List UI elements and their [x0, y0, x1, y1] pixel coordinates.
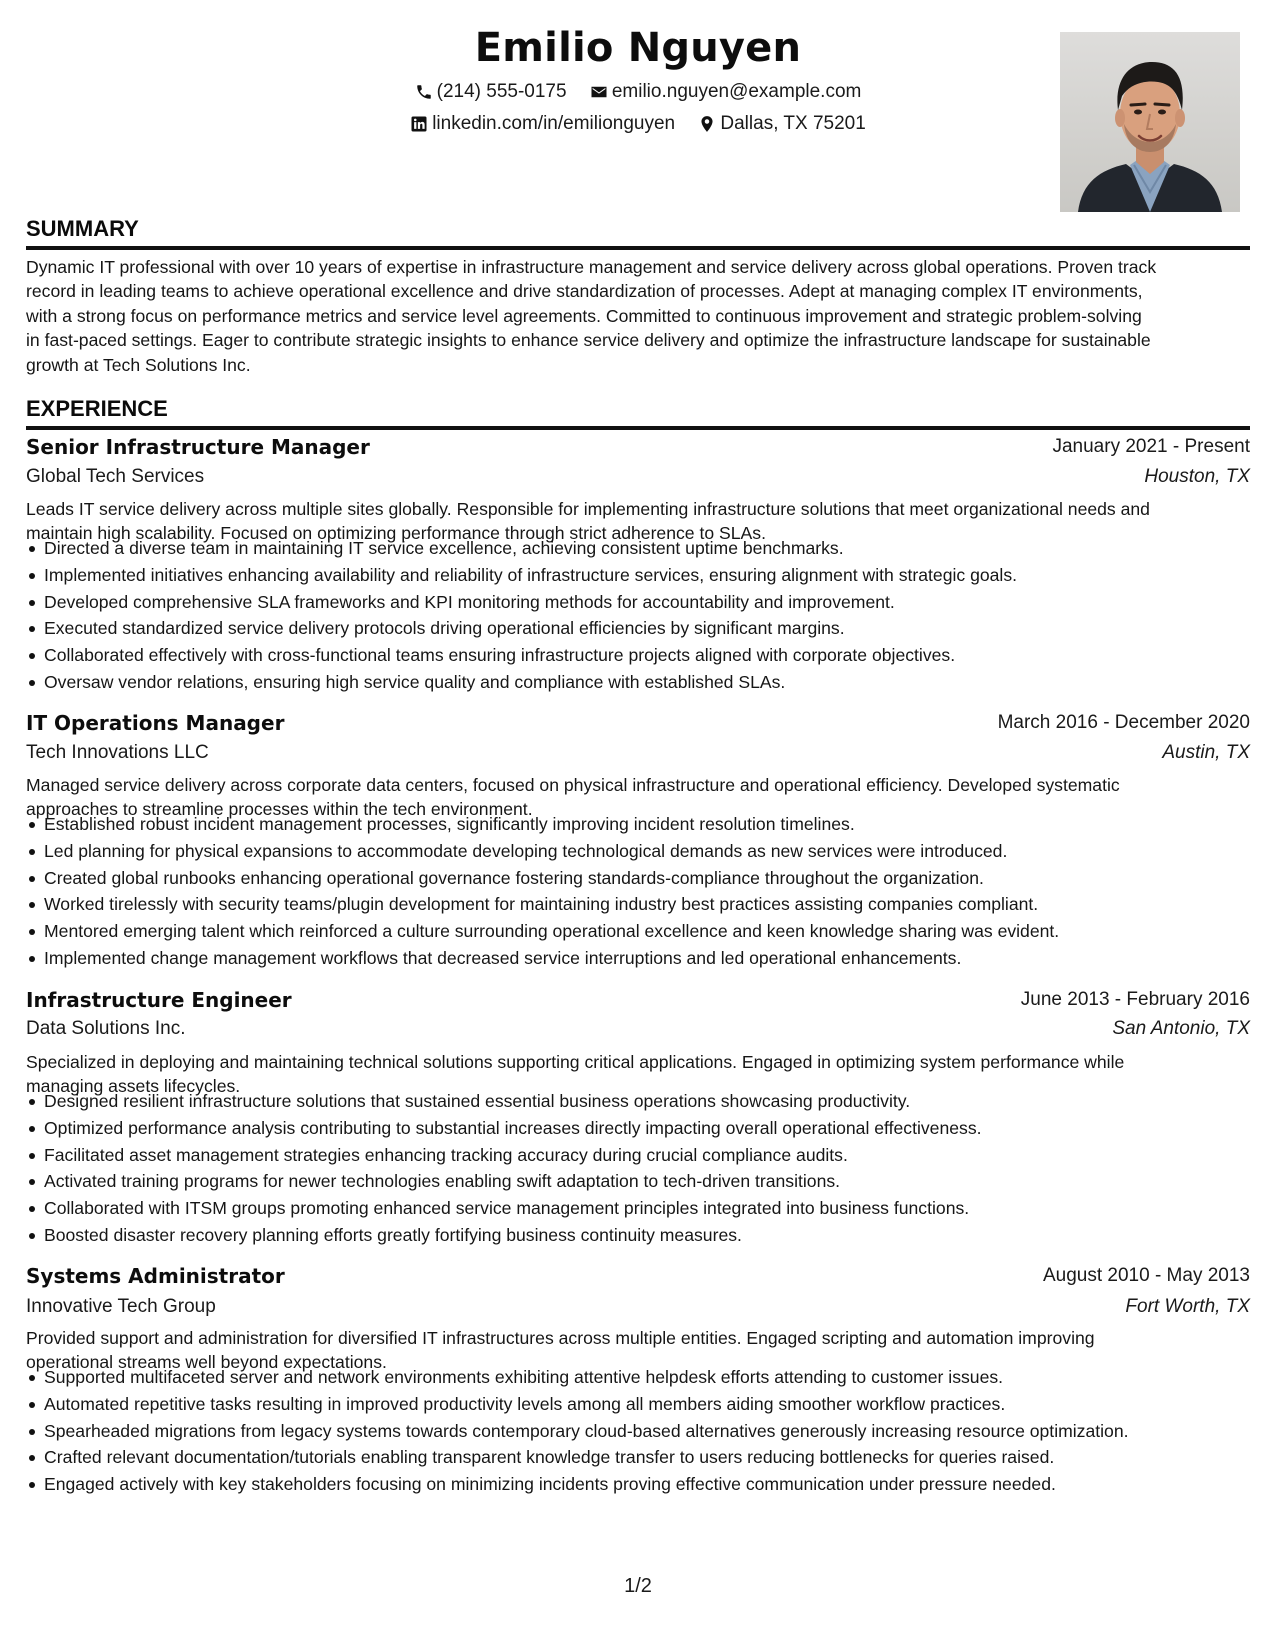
page-number: 1/2: [624, 1575, 652, 1597]
bullet-item: Engaged actively with key stakeholders focusing on minimizing incidents proving effective communication under pressure needed.: [44, 1471, 1268, 1498]
bullet-item: Activated training programs for newer technologies enabling swift adaptation to tech-driven transitions.: [44, 1168, 1268, 1195]
job-location: Austin, TX: [1162, 742, 1250, 763]
bullet-item: Spearheaded migrations from legacy systems towards contemporary cloud-based alternatives generously increasing resource optimization.: [44, 1418, 1268, 1445]
job-location: Houston, TX: [1144, 466, 1250, 487]
bullet-item: Supported multifaceted server and network environments exhibiting attentive helpdesk efforts attending to customer issues.: [44, 1364, 1268, 1391]
summary-text: [26, 255, 1250, 377]
job-dates: January 2021 - Present: [1052, 436, 1250, 457]
bullet-item: Facilitated asset management strategies enhancing tracking accuracy during crucial compliance audits.: [44, 1142, 1268, 1169]
job-description-line: maintain high scalability. Focused on optimizing performance through strict adherence to SLAs.: [26, 523, 766, 544]
linkedin-contact[interactable]: [410, 112, 675, 136]
bullet-item: Implemented change management workflows that decreased service interruptions and led operational enhancements.: [44, 945, 1268, 972]
resume-page: [26, 0, 1250, 1650]
bullet-item: Mentored emerging talent which reinforced a culture surrounding operational excellence and keen knowledge sharing was evident.: [44, 918, 1268, 945]
job-company: Data Solutions Inc.: [26, 1018, 186, 1039]
job-description-line: Managed service delivery across corporate data centers, focused on physical infrastructure and operational efficiency. Developed systematic: [26, 775, 1120, 795]
bullet-item: Established robust incident management processes, significantly improving incident resolution timelines.: [44, 811, 1268, 838]
job-bullets: [26, 811, 1268, 972]
summary-line: growth at Tech Solutions Inc.: [26, 354, 251, 375]
job-title: Systems Administrator: [26, 1264, 285, 1288]
bullet-item: Automated repetitive tasks resulting in improved productivity levels among all members aiding smoother workflow practices.: [44, 1391, 1268, 1418]
summary-heading: SUMMARY: [26, 216, 1250, 250]
phone-text: (214) 555-0175: [436, 81, 567, 102]
phone-contact: [415, 80, 567, 104]
candidate-name: Emilio Nguyen: [474, 25, 802, 71]
bullet-item: Led planning for physical expansions to accommodate developing technological demands as new services were introduced.: [44, 838, 1268, 865]
job-dates: June 2013 - February 2016: [1020, 989, 1250, 1010]
bullet-item: Collaborated effectively with cross-functional teams ensuring infrastructure projects aligned with corporate objectives.: [44, 642, 1268, 669]
job-description-line: Provided support and administration for diversified IT infrastructures across multiple entities. Engaged scripting and automation improving: [26, 1328, 1095, 1348]
summary-line: Dynamic IT professional with over 10 years of expertise in infrastructure management and service delivery across global operations. Proven track: [26, 257, 1157, 277]
bullet-item: Collaborated with ITSM groups promoting enhanced service management principles integrated into business functions.: [44, 1195, 1268, 1222]
email-contact[interactable]: [590, 80, 862, 104]
bullet-item: Boosted disaster recovery planning efforts greatly fortifying business continuity measures.: [44, 1222, 1268, 1249]
job-description-line: Leads IT service delivery across multiple sites globally. Responsible for implementing infrastructure solutions that meet organizational needs and: [26, 499, 1150, 519]
bullet-item: Worked tirelessly with security teams/plugin development for maintaining industry best practices assisting companies compliant.: [44, 891, 1268, 918]
envelope-icon: [590, 83, 608, 101]
job-title: Infrastructure Engineer: [26, 988, 292, 1012]
job-title: Senior Infrastructure Manager: [26, 435, 370, 459]
job-company: Tech Innovations LLC: [26, 742, 209, 763]
experience-heading: EXPERIENCE: [26, 396, 1250, 430]
summary-line: with a strong focus on performance metrics and service level agreements. Committed to continuous improvement and strategic problem-solving: [26, 305, 1142, 326]
job-company: Global Tech Services: [26, 466, 205, 487]
job-location: Fort Worth, TX: [1125, 1296, 1250, 1317]
bullet-item: Oversaw vendor relations, ensuring high service quality and compliance with established SLAs.: [44, 669, 1268, 696]
bullet-item: Developed comprehensive SLA frameworks and KPI monitoring methods for accountability and improvement.: [44, 589, 1268, 616]
bullet-item: Created global runbooks enhancing operational governance fostering standards-compliance throughout the organization.: [44, 865, 1268, 892]
linkedin-text[interactable]: linkedin.com/in/emilionguyen: [432, 113, 676, 134]
job-title: IT Operations Manager: [26, 711, 285, 735]
bullet-item: Implemented initiatives enhancing availability and reliability of infrastructure services, ensuring alignment with strategic goals.: [44, 562, 1268, 589]
profile-photo-illustration: [1060, 32, 1240, 212]
job-description-line: operational streams well beyond expectations.: [26, 1352, 387, 1373]
map-pin-icon: [698, 115, 716, 133]
job-description-line: Specialized in deploying and maintaining technical solutions supporting critical applications. Engaged in optimizing system performance while: [26, 1052, 1125, 1072]
summary-line: in fast-paced settings. Eager to contribute strategic insights to enhance service delivery and optimize the infrastructure landscape for sustainable: [26, 330, 1151, 351]
phone-icon: [415, 83, 433, 101]
email-text[interactable]: emilio.nguyen@example.com: [611, 81, 862, 102]
location-contact: [698, 112, 865, 136]
job-dates: August 2010 - May 2013: [1042, 1265, 1250, 1286]
bullet-item: Designed resilient infrastructure solutions that sustained essential business operations showcasing productivity.: [44, 1088, 1268, 1115]
profile-photo: [1060, 32, 1240, 212]
job-dates: March 2016 - December 2020: [997, 712, 1250, 733]
bullet-item: Executed standardized service delivery protocols driving operational efficiencies by significant margins.: [44, 615, 1268, 642]
bullet-item: Optimized performance analysis contributing to substantial increases directly impacting overall operational effectiveness.: [44, 1115, 1268, 1142]
summary-line: record in leading teams to achieve operational excellence and drive standardization of processes. Adept at managing complex IT environments,: [26, 281, 1143, 302]
linkedin-icon: [410, 115, 428, 133]
job-bullets: [26, 1364, 1268, 1498]
job-bullets: [26, 1088, 1268, 1249]
location-text: Dallas, TX 75201: [720, 113, 866, 134]
resume-header: [26, 22, 1250, 222]
job-company: Innovative Tech Group: [26, 1296, 216, 1317]
job-description-line: managing assets lifecycles.: [26, 1076, 241, 1097]
job-description-line: approaches to streamline processes within the tech environment.: [26, 799, 533, 820]
bullet-item: Crafted relevant documentation/tutorials enabling transparent knowledge transfer to users reducing bottlenecks for queries raised.: [44, 1444, 1268, 1471]
bullet-item: Directed a diverse team in maintaining IT service excellence, achieving consistent uptime benchmarks.: [44, 535, 1268, 562]
job-location: San Antonio, TX: [1112, 1018, 1250, 1039]
job-bullets: [26, 535, 1268, 696]
